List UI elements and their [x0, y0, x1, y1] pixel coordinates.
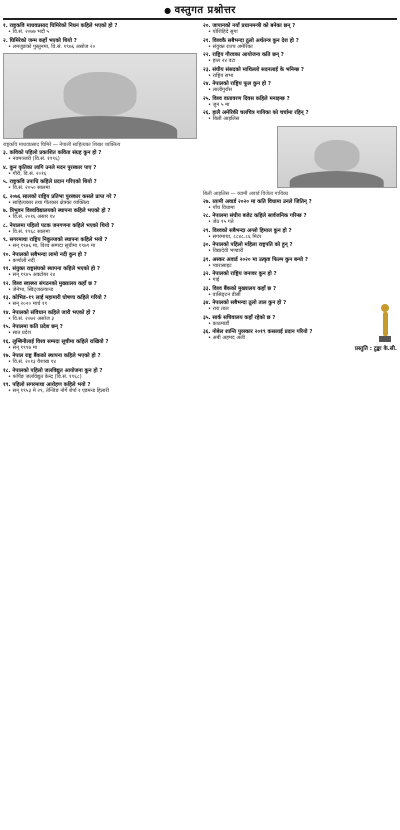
question-text: २०. जापानको नयाँ प्रधानमन्त्री को बनेका छन् ? — [203, 23, 296, 29]
content-columns — [3, 23, 397, 397]
right-qa-bottom — [203, 199, 397, 342]
question-text: १३. कोभिड–१९ लाई महामारी घोषणा कहिले गरियो ? — [3, 295, 107, 301]
section-title: ● वस्तुगत प्रश्नोत्तर — [164, 2, 236, 16]
right-qa-top — [203, 23, 397, 123]
qa-item — [203, 110, 397, 123]
qa-item — [203, 315, 397, 328]
question-text: १४. नेपालको संविधान कहिले जारी भएको हो ? — [3, 309, 96, 316]
photo-caption-right: बिली आइलिस — ग्र्यामी अवार्ड विजेता गायिका — [203, 190, 289, 197]
answer-text: • विद्यादेवी भण्डारी — [208, 248, 397, 254]
question-text: २२. राष्ट्रिय गौरवका आयोजना कति छन् ? — [203, 52, 284, 58]
question-text: १९. पहिलो सगरमाथा आरोहण कहिले भयो ? — [3, 382, 91, 388]
qa-item — [203, 242, 397, 255]
left-qa-top — [3, 23, 197, 50]
qa-item — [203, 286, 397, 299]
question-text: ८. नेपालमा पहिलो पटक जनगणना कहिले भएको थियो ? — [3, 222, 115, 229]
answer-text: • सात प्रदेश — [8, 330, 197, 336]
question-text: ३४. नेपालको सबैभन्दा ठूलो ताल कुन हो ? — [203, 300, 287, 306]
answer-text: • गाई — [208, 277, 397, 283]
question-text: १८. नेपालको पहिलो जलविद्युत आयोजना कुन हो ? — [3, 367, 103, 374]
qa-item — [203, 96, 397, 109]
qa-item — [3, 237, 197, 250]
answer-text: • जेठ १५ गते — [208, 219, 397, 225]
qa-item — [3, 382, 197, 395]
question-text: ४. कुन कृतिका लागि उनले मदन पुरस्कार पाए ? — [3, 164, 97, 171]
question-text: ३०. नेपालको पहिलो महिला राष्ट्रपति को हुन् ? — [203, 242, 293, 248]
qa-item — [3, 252, 197, 265]
answer-text: • सन् १९४५ अक्टोबर २४ — [8, 272, 197, 278]
qa-item — [203, 329, 397, 342]
question-text: १५. नेपालमा कति प्रदेश छन् ? — [3, 324, 63, 330]
answer-text: • अबी अहमद अली — [208, 335, 397, 341]
left-column — [3, 23, 197, 397]
answer-text: • प्यारासाइट — [208, 263, 397, 269]
qa-item — [203, 67, 397, 80]
question-text: २८. नेपालमा संघीय बजेट कहिले सार्वजनिक गरिन्छ ? — [203, 213, 307, 219]
answer-text: • वि.सं. २०१६ असार १४ — [8, 214, 197, 220]
answer-text: • हाल २४ वटा — [208, 58, 397, 64]
qa-item — [3, 295, 197, 308]
answer-text: • लालीगुराँस — [208, 87, 397, 93]
question-text: ३. कविको पहिलो प्रकाशित कविता संग्रह कुन हो ? — [3, 150, 102, 156]
answer-text: • रारा ताल — [208, 306, 397, 312]
answer-text: • पाँच विधामा — [208, 205, 397, 211]
section-header — [3, 0, 397, 20]
byline: प्रस्तुति : टुङ्का के.सी. — [354, 345, 397, 352]
portrait-face — [64, 72, 137, 116]
qa-item — [3, 324, 197, 337]
answer-text: • वि.सं. २०५० सालमा — [8, 185, 197, 191]
answer-text: • राष्ट्रिय सभा — [208, 73, 397, 79]
qa-item — [203, 257, 397, 270]
answer-text: • कर्णाली नदी — [8, 258, 197, 264]
qa-item — [203, 271, 397, 284]
answer-text: • साहित्यकार तथा गीतकार क्षेत्रका व्यक्तित्व — [8, 200, 197, 206]
qa-item — [3, 339, 197, 352]
question-text: ३३. विश्व बैंकको मुख्यालय कहाँ छ ? — [203, 285, 277, 292]
qa-item — [3, 150, 197, 163]
qa-item — [203, 23, 397, 36]
answer-text: • जेनेभा, स्विट्जरल्यान्ड — [8, 287, 197, 293]
statuette-head — [381, 304, 389, 312]
answer-text: • फर्पिङ जलविद्युत केन्द्र (वि.सं. १९६८) — [8, 374, 197, 380]
qa-item — [3, 165, 197, 178]
question-text: ९. सगरमाथा राष्ट्रिय निकुञ्जको स्थापना कहिले भयो ? — [3, 237, 108, 243]
photo-caption-left: राष्ट्रकवि माधवप्रसाद घिमिरे — नेपाली साहित्यका शिखर व्यक्तित्व — [3, 142, 121, 148]
question-text: ११. संयुक्त राष्ट्रसंघको स्थापना कहिले भएको हो ? — [3, 266, 100, 272]
question-text: २. घिमिरेको जन्म कहाँ भएको थियो ? — [3, 37, 77, 44]
statuette-base — [379, 336, 391, 342]
question-text: १२. विश्व स्वास्थ्य संगठनको मुख्यालय कहाँ छ ? — [3, 280, 97, 287]
qa-item — [203, 52, 397, 65]
answer-text: • सन् १९९७ मा — [8, 345, 197, 351]
qa-item — [203, 38, 397, 51]
qa-item — [3, 223, 197, 236]
statuette-body — [383, 312, 388, 336]
answer-text: • सगरमाथा, ८८४८.८६ मिटर — [208, 234, 397, 240]
qa-item — [3, 368, 197, 381]
answer-text: • वासिङ्टन डीसी — [208, 292, 397, 298]
qa-item — [3, 179, 197, 192]
qa-item — [3, 194, 197, 207]
qa-item — [3, 208, 197, 221]
portrait-shoulders — [290, 171, 385, 188]
answer-text: • नवमञ्जरी (वि.सं. १९९६) — [8, 156, 197, 162]
answer-text: • जुन ५ मा — [208, 102, 397, 108]
qa-item — [203, 228, 397, 241]
left-qa-bottom — [3, 150, 197, 395]
question-text: १. राष्ट्रकवि माधवप्रसाद घिमिरेको निधन कहिले भएको हो ? — [3, 23, 118, 29]
question-text: २९. विश्वको सबैभन्दा अग्लो हिमाल कुन हो ? — [203, 227, 292, 234]
qa-item — [203, 213, 397, 226]
answer-text: • सन् १९७६ मा, विश्व सम्पदा सूचीमा १९७९ मा — [8, 243, 197, 249]
qa-item — [3, 310, 197, 323]
question-text: ७. त्रिभुवन विश्वविद्यालयको स्थापना कहिले भएको हो ? — [3, 208, 111, 214]
portrait-photo-singer — [277, 126, 397, 188]
question-text: १६. लुम्बिनीलाई विश्व सम्पदा सूचीमा कहिले राखियो ? — [3, 338, 109, 345]
portrait-photo-poet — [3, 53, 197, 139]
qa-item — [203, 199, 397, 212]
portrait-shoulders — [23, 116, 177, 139]
answer-text: • वि.सं. १९६८ सालमा — [8, 229, 197, 235]
qa-item — [3, 281, 197, 294]
question-text: ३२. नेपालको राष्ट्रिय जनावर कुन हो ? — [203, 271, 277, 277]
qa-item — [203, 300, 397, 313]
question-text: ५. राष्ट्रकवि उपाधि कहिले प्रदान गरिएको थियो ? — [3, 179, 97, 185]
question-text: २४. नेपालको राष्ट्रिय फूल कुन हो ? — [203, 81, 271, 87]
award-statuette-icon — [379, 304, 391, 344]
qa-item — [3, 266, 197, 279]
answer-text: • लमजुङको पुस्तुनमा, वि.सं. १९७६ असोज २० — [8, 44, 197, 50]
question-text: २५. विश्व वातावरण दिवस कहिले मनाइन्छ ? — [203, 95, 290, 102]
answer-text: • सन् २०२० मार्च ११ — [8, 301, 197, 307]
answer-text: • वि.सं. २०१३ वैशाख १४ — [8, 359, 197, 365]
question-text: १०. नेपालको सबैभन्दा लामो नदी कुन हो ? — [3, 251, 87, 258]
question-text: २१. विश्वकै सबैभन्दा ठूलो अर्थतन्त्र कुन देश हो ? — [203, 37, 299, 44]
right-column — [203, 23, 397, 397]
qa-item — [203, 81, 397, 94]
answer-text: • वि.सं. २०७७ भदौ ५ — [8, 29, 197, 35]
answer-text: • योशिहिदे सुगा — [208, 29, 397, 35]
answer-text: • काठमाडौं — [208, 321, 397, 327]
question-text: ३५. सार्क सचिवालय कहाँ रहेको छ ? — [203, 314, 276, 321]
answer-text: • वि.सं. २०७२ असोज ३ — [8, 316, 197, 322]
question-text: ३१. अस्कर अवार्ड २०२० मा उत्कृष्ट फिल्म कुन बन्यो ? — [203, 256, 308, 263]
question-text: ६. २०७६ सालको राष्ट्रिय प्रतिभा पुरस्कार कसले प्राप्त गरे ? — [3, 193, 117, 200]
question-text: २३. संघीय संसदको माथिल्लो सदनलाई के भनिन्छ ? — [203, 66, 304, 73]
qa-item — [3, 353, 197, 366]
portrait-face — [314, 140, 359, 171]
answer-text: • बिली आइलिस — [208, 116, 397, 122]
question-text: २७. ग्र्यामी अवार्ड २०२० मा कति विधामा उनले जितिन् ? — [203, 198, 312, 205]
question-text: ३६. नोबेल शान्ति पुरस्कार २०१९ कसलाई प्रदान गरियो ? — [203, 329, 313, 335]
question-text: २६. हालै अमेरिकी चलचित्र गायिका को चर्चामा रहिन् ? — [203, 110, 309, 116]
qa-item — [3, 23, 197, 36]
answer-text: • संयुक्त राज्य अमेरिका — [208, 44, 397, 50]
qa-item — [3, 38, 197, 51]
answer-text: • सन् १९५३ मे २९, तेन्जिङ नोर्गे शेर्पा र एडमन्ड हिलारी — [8, 388, 197, 394]
answer-text: • गौरी, वि.सं. २०१६ — [8, 171, 197, 177]
question-text: १७. नेपाल राष्ट्र बैंकको स्थापना कहिले भएको हो ? — [3, 353, 101, 359]
